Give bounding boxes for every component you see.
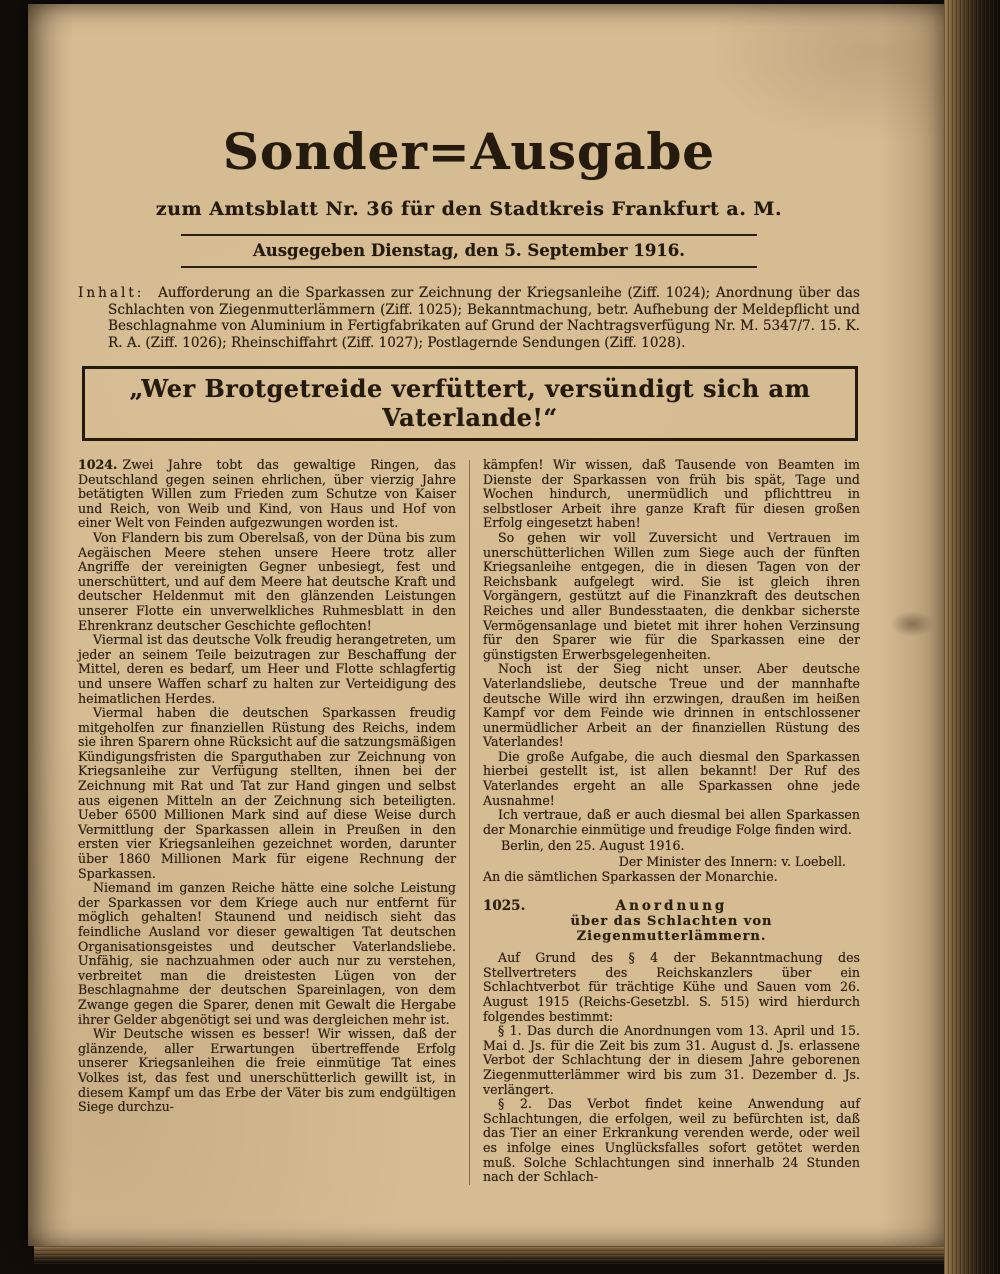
article-number: 1024. <box>78 457 118 473</box>
paragraph-text: Zwei Jahre tobt das gewaltige Ringen, das Deutschland gegen seinen ehrlichen, über vierzig Jahre betätigten Willen zum Frieden zum Schutze von Kaiser und Reich, von Weib und Kind, von Haus und Hof von einer Welt von Feinden aufgezwungen worden ist. <box>78 457 456 531</box>
place-date-line: Berlin, den 25. August 1916. <box>501 838 685 854</box>
section-title: Anordnung <box>615 898 728 915</box>
paragraph: Noch ist der Sieg nicht unser. Aber deutsche Vaterlandsliebe, deutsche Treue und der mannhafte deutsche Wille wird ihn erzwingen, draußen im heißen Kampf vor dem Feinde wie drinnen in entschlossener unermüdlicher Arbeit an der finanziellen Rüstung des Vaterlandes! <box>483 661 860 750</box>
banner-headline: „Wer Brotgetreide verfüttert, versündigt sich am Vaterlande!“ <box>129 374 811 433</box>
paragraph: Auf Grund des § 4 der Bekanntmachung des Stellvertreters des Reichskanzlers über ein Schlachtverbot für trächtige Kühe und Sauen vom 26. August 1915 (Reichs-Gesetzbl. S. 515) wird hierdurch folgendes bestimmt: <box>483 950 860 1024</box>
section-number: 1025. <box>483 898 526 915</box>
section-subtitle <box>483 914 860 944</box>
paragraph: Ich vertraue, daß er auch diesmal bei allen Sparkassen der Monarchie einmütige und freudige Folge finden wird. <box>483 807 860 837</box>
inhalt-label: Inhalt: <box>78 285 145 302</box>
left-column <box>78 458 456 1185</box>
masthead-subtitle: zum Amtsblatt Nr. 36 für den Stadtkreis Frankfurt a. M. <box>155 197 783 220</box>
book-page-edges-bottom <box>34 1246 944 1264</box>
address-line: An die sämtlichen Sparkassen der Monarchie. <box>483 868 778 884</box>
page-title: Sonder=Ausgabe <box>222 122 716 181</box>
paragraph: Niemand im ganzen Reiche hätte eine solche Leistung der Sparkassen vor dem Kriege auch nur entfernt für möglich gehalten! Staunend und neidisch sieht das feindliche Ausland vor dieser gewaltigen Tat deutschen Organisationsgeistes und deutscher Vaterlandsliebe. Unfähig, sie nachzuahmen oder auch nur zu verstehen, verbreitet man die dreistesten Lügen von der Beschlagnahme der deutschen Spareinlagen, von dem Zwange gegen die Sparer, denen mit Gewalt die Hergabe ihrer Gelder abgenötigt sei und was dergleichen mehr ist. <box>78 880 456 1027</box>
article-columns <box>78 458 860 1185</box>
signature-line: Der Minister des Innern: v. Loebell. <box>618 854 846 870</box>
date-band <box>181 234 757 268</box>
paragraph: Wir Deutsche wissen es besser! Wir wissen, daß der glänzende, aller Erwartungen übertreffende Erfolg unserer Kriegsanleihen die freie einmütige Tat eines Volkes ist, das fest und unerschütterlich gewillt ist, in diesem Kampf um das Erbe der Väter bis zum endgültigen Siege durchzu- <box>78 1026 456 1115</box>
paragraph: So gehen wir voll Zuversicht und Vertrauen im unerschütterlichen Willen zum Siege auch der fünften Kriegsanleihe entgegen, die in diesen Tagen von der Reichsbank aufgelegt wird. Sie ist gleich ihren Vorgängern, gestützt auf die Finanzkraft des deutschen Reiches und aller Bundesstaaten, die denkbar sicherste Vermögensanlage und bietet mit ihrer hohen Verzinsung für den Sparer wie für die Sparkassen eine der günstigsten Erwerbsgelegenheiten. <box>483 529 860 662</box>
date-line: Ausgegeben Dienstag, den 5. September 1916. <box>252 241 686 261</box>
section-heading <box>483 898 860 914</box>
column-divider <box>469 460 470 1185</box>
book-page-edges-right <box>944 0 1000 1274</box>
banner-headline-box <box>82 366 858 441</box>
paragraph: Von Flandern bis zum Oberelsaß, von der Düna bis zum Aegäischen Meere stehen unsere Heere trotz aller Angriffe der vereinigten Gegner unbesiegt, fest und unerschüttert, und auf dem Meere hat deutsche Kraft und deutscher Heldenmut mit den glänzenden Leistungen unserer Flotte ein unverwelkliches Ruhmesblatt in den Ehrenkranz deutscher Geschichte geflochten! <box>78 529 456 633</box>
section-subtitle-text: über das Schlachten von Ziegenmutterlämmern. <box>570 914 773 945</box>
paragraph: § 1. Das durch die Anordnungen vom 13. April und 15. Mai d. Js. für die Zeit bis zum 31. August d. Js. erlassene Verbot der Schlachtung der in diesem Jahre geborenen Ziegenmutterlämmer wird bis zum 31. Dezember d. Js. verlängert. <box>483 1023 860 1097</box>
right-column <box>483 458 860 1185</box>
paragraph: kämpfen! Wir wissen, daß Tausende von Beamten im Dienste der Sparkassen von früh bis spät, Tage und Wochen hindurch, unermüdlich und pflichttreu in selbstloser Arbeit ihre ganze Kraft für diesen großen Erfolg eingesetzt haben! <box>483 457 860 531</box>
paragraph: Viermal haben die deutschen Sparkassen freudig mitgeholfen zur finanziellen Rüstung des Reichs, indem sie ihren Sparern ohne Rücksicht auf die satzungsmäßigen Kündigungsfristen die Sparguthaben zur Zeichnung von Kriegsanleihe zur Verfügung stellten, ihnen bei der Zeichnung mit Rat und Tat zur Hand gingen und selbst aus eigenen Mitteln an der Zeichnung sich beteiligten. Ueber 6500 Millionen Mark sind auf diese Weise durch Vermittlung der Sparkassen allein in Preußen in den ersten vier Kriegsanleihen gezeichnet worden, darunter über 1860 Millionen Mark für eigene Rechnung der Sparkassen. <box>78 705 456 881</box>
inhalt-text: Aufforderung an die Sparkassen zur Zeichnung der Kriegsanleihe (Ziff. 1024); Anordnung über das Schlachten von Ziegenmutterlämmern (Ziff. 1025); Bekanntmachung, betr. Aufhebung der Meldepflicht und Beschlagnahme von Aluminium in Fertigfabrikaten auf Grund der Nachtragsverfügung Nr. M. 5347/7. 15. K. R. A. (Ziff. 1026); Rheinschiffahrt (Ziff. 1027); Postlagernde Sendungen (Ziff. 1028). <box>108 285 860 351</box>
paragraph <box>78 458 456 531</box>
paragraph: Die große Aufgabe, die auch diesmal den Sparkassen hierbei gestellt ist, ist allen bekannt! Der Ruf des Vaterlandes ergeht an alle Sparkassen ohne jede Ausnahme! <box>483 748 860 808</box>
table-of-contents <box>78 285 860 351</box>
paragraph: Viermal ist das deutsche Volk freudig herangetreten, um jeder an seinem Teile beizutragen zur Beschaffung der Mittel, deren es bedarf, um Heer und Flotte schlagfertig und unsere Waffen scharf zu halten zur Verteidigung des heimatlichen Herdes. <box>78 632 456 706</box>
newspaper-page <box>28 4 944 1246</box>
paragraph: § 2. Das Verbot findet keine Anwendung auf Schlachtungen, die erfolgen, weil zu befürchten ist, daß das Tier an einer Erkrankung verenden werde, oder weil es infolge eines Unglücksfalles sofort getötet werden muß. Solche Schlachtungen sind innerhalb 24 Stunden nach der Schlach- <box>483 1096 860 1185</box>
page-content <box>78 4 860 1185</box>
